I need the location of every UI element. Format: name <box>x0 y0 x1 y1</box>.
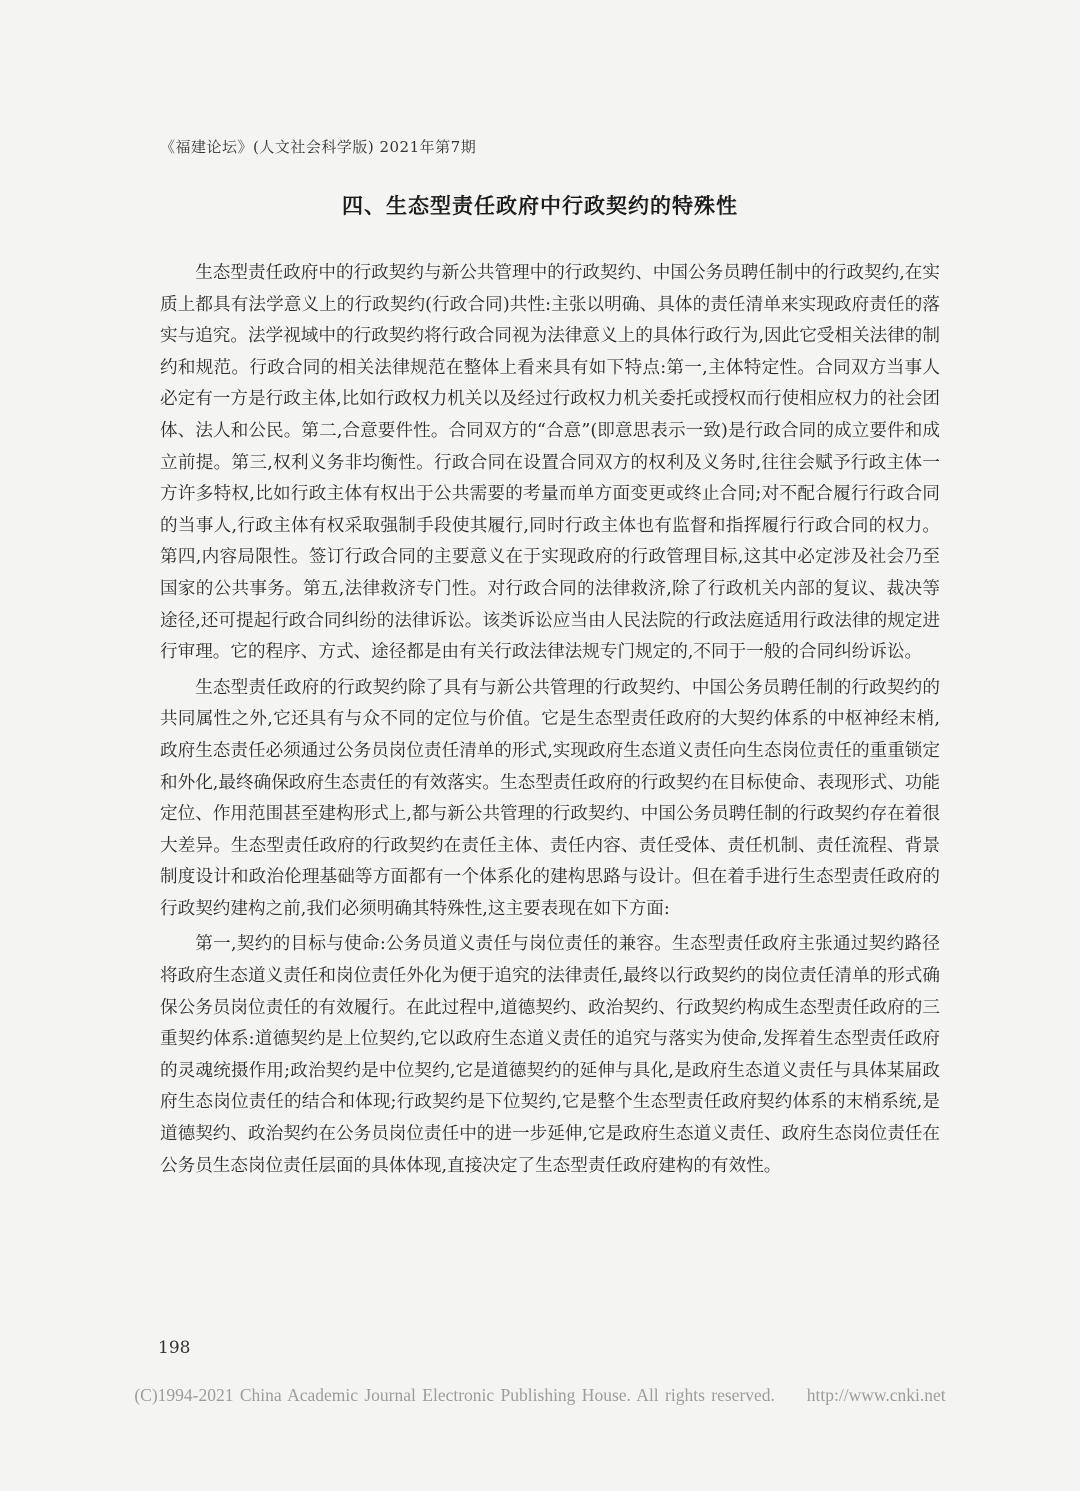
paragraph: 生态型责任政府的行政契约除了具有与新公共管理的行政契约、中国公务员聘任制的行政契约的共同属性之外,它还具有与众不同的定位与价值。它是生态型责任政府的大契约体系的中枢神经末梢,政府生态责任必须通过公务员岗位责任清单的形式,实现政府生态道义责任向生态岗位责任的重重锁定和外化,最终确保政府生态责任的有效落实。生态型责任政府的行政契约在目标使命、表现形式、功能定位、作用范围甚至建构形式上,都与新公共管理的行政契约、中国公务员聘任制的行政契约存在着很大差异。生态型责任政府的行政契约在责任主体、责任内容、责任受体、责任机制、责任流程、背景制度设计和政治伦理基础等方面都有一个体系化的建构思路与设计。但在着手进行生态型责任政府的行政契约建构之前,我们必须明确其特殊性,这主要表现在如下方面: <box>160 677 940 919</box>
section-title: 四、生态型责任政府中行政契约的特殊性 <box>342 194 738 218</box>
cnki-url: http://www.cnki.net <box>806 1385 946 1405</box>
paragraph: 生态型责任政府中的行政契约与新公共管理中的行政契约、中国公务员聘任制中的行政契约,在实质上都具有法学意义上的行政契约(行政合同)共性:主张以明确、具体的责任清单来实现政府责任的落实与追究。法学视域中的行政契约将行政合同视为法律意义上的具体行政行为,因此它受相关法律的制约和规范。行政合同的相关法律规范在整体上看来具有如下特点:第一,主体特定性。合同双方当事人必定有一方是行政主体,比如行政权力机关以及经过行政权力机关委托或授权而行使相应权力的社会团体、法人和公民。第二,合意要件性。合同双方的“合意”(即意思表示一致)是行政合同的成立要件和成立前提。第三,权利义务非均衡性。行政合同在设置合同双方的权利及义务时,往往会赋予行政主体一方许多特权,比如行政主体有权出于公共需要的考量而单方面变更或终止合同;对不配合履行行政合同的当事人,行政主体有权采取强制手段使其履行,同时行政主体也有监督和指挥履行行政合同的权力。第四,内容局限性。签订行政合同的主要意义在于实现政府的行政管理目标,这其中必定涉及社会乃至国家的公共事务。第五,法律救济专门性。对行政合同的法律救济,除了行政机关内部的复议、裁决等途径,还可提起行政合同纠纷的法律诉讼。该类诉讼应当由人民法院的行政法庭适用行政法律的规定进行审理。它的程序、方式、途径都是由有关行政法律法规专门规定的,不同于一般的合同纠纷诉讼。 <box>160 263 940 663</box>
copyright-text: (C)1994-2021 China Academic Journal Electronic Publishing House. All rights reserved. <box>134 1385 775 1405</box>
body-text <box>160 258 940 1186</box>
running-header: 《福建论坛》(人文社会科学版) 2021年第7期 <box>160 138 477 156</box>
copyright-footer <box>0 1385 1080 1406</box>
page-number: 198 <box>158 1338 191 1358</box>
paragraph: 第一,契约的目标与使命:公务员道义责任与岗位责任的兼容。生态型责任政府主张通过契约路径将政府生态道义责任和岗位责任外化为便于追究的法律责任,最终以行政契约的岗位责任清单的形式确保公务员岗位责任的有效履行。在此过程中,道德契约、政治契约、行政契约构成生态型责任政府的三重契约体系:道德契约是上位契约,它以政府生态道义责任的追究与落实为使命,发挥着生态型责任政府的灵魂统摄作用;政治契约是中位契约,它是道德契约的延伸与具化,是政府生态道义责任与具体某届政府生态岗位责任的结合和体现;行政契约是下位契约,它是整个生态型责任政府契约体系的末梢系统,是道德契约、政治契约在公务员岗位责任中的进一步延伸,它是政府生态道义责任、政府生态岗位责任在公务员生态岗位责任层面的具体体现,直接决定了生态型责任政府建构的有效性。 <box>160 934 940 1176</box>
